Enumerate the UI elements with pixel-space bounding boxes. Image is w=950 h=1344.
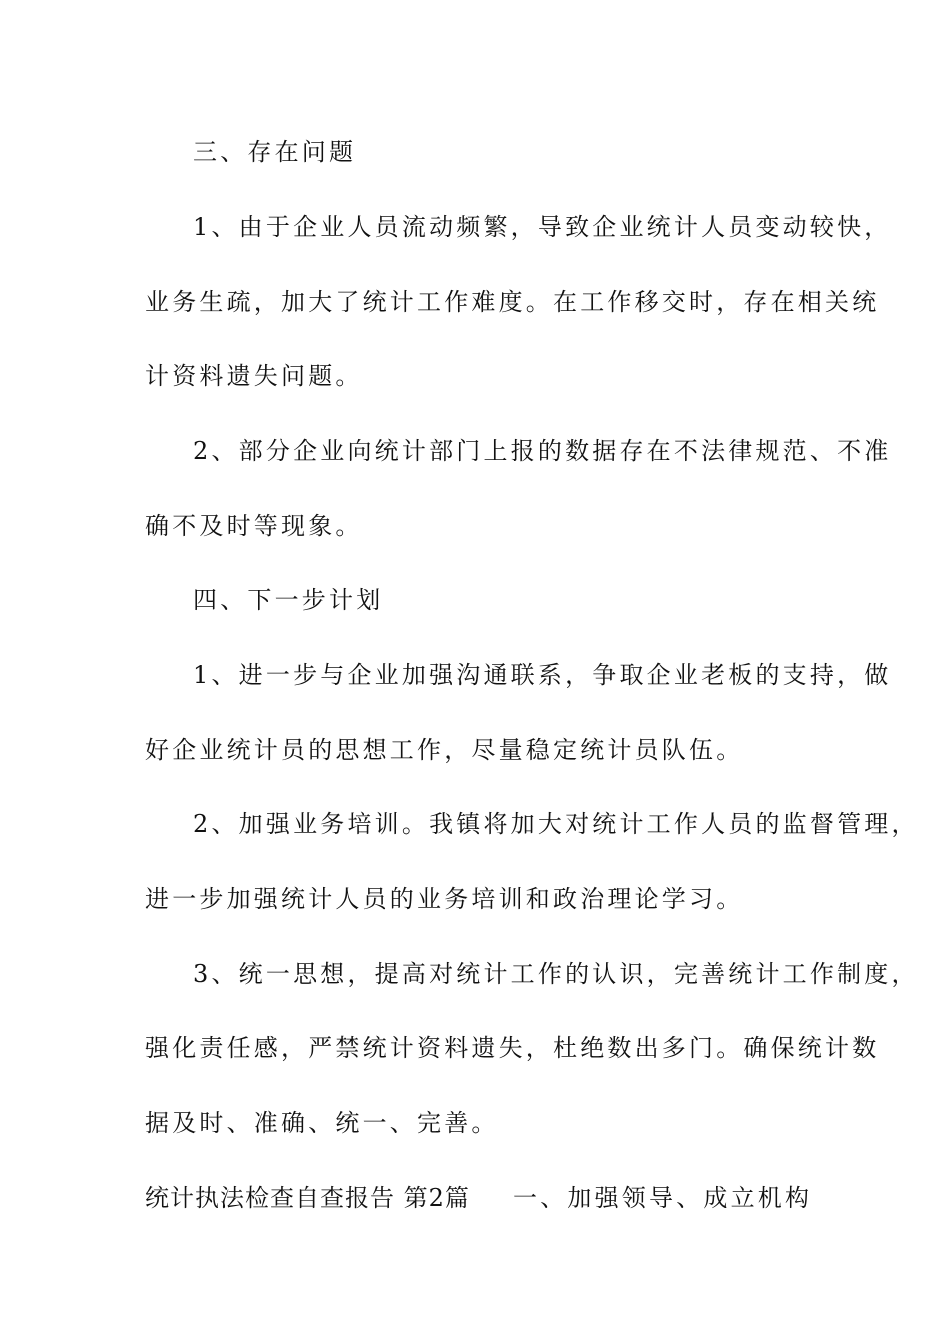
paragraph-line: 1、由于企业人员流动频繁，导致企业统计人员变动较快， xyxy=(193,213,892,241)
paragraph-line: 2、加强业务培训。我镇将加大对统计工作人员的监督管理， xyxy=(193,810,919,838)
next-article-title: 统计执法检查自查报告 第2篇 xyxy=(145,1184,470,1212)
paragraph-line: 3、统一思想，提高对统计工作的认识，完善统计工作制度， xyxy=(193,960,919,988)
paragraph-line: 2、部分企业向统计部门上报的数据存在不法律规范、不准 xyxy=(193,437,892,465)
paragraph-line: 业务生疏，加大了统计工作难度。在工作移交时，存在相关统 xyxy=(145,288,880,316)
paragraph-line: 计资料遗失问题。 xyxy=(145,362,363,390)
paragraph-line: 好企业统计员的思想工作，尽量稳定统计员队伍。 xyxy=(145,736,744,764)
section-heading-problems: 三、存在问题 xyxy=(193,138,357,166)
paragraph-line: 1、进一步与企业加强沟通联系，争取企业老板的支持，做 xyxy=(193,661,892,689)
paragraph-line: 强化责任感，严禁统计资料遗失，杜绝数出多门。确保统计数 xyxy=(145,1034,880,1062)
paragraph-line: 确不及时等现象。 xyxy=(145,512,363,540)
paragraph-line: 进一步加强统计人员的业务培训和政治理论学习。 xyxy=(145,885,744,913)
next-article-section-heading: 一、加强领导、成立机构 xyxy=(513,1184,813,1212)
section-heading-next-steps: 四、下一步计划 xyxy=(193,586,384,614)
paragraph-line: 据及时、准确、统一、完善。 xyxy=(145,1109,499,1137)
